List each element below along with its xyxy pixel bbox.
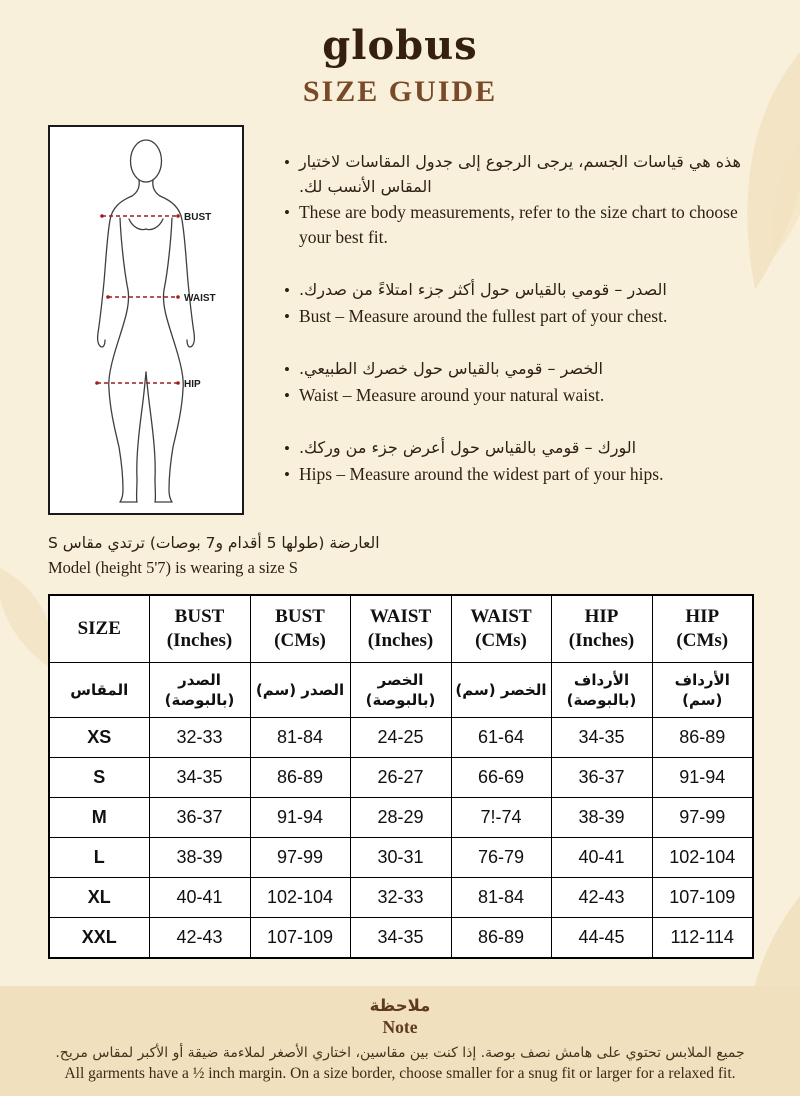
size-cell: XL	[49, 878, 149, 918]
table-header-english	[49, 595, 753, 662]
table-row	[49, 798, 753, 838]
column-header-waist-inches: WAIST (Inches)	[350, 595, 451, 662]
column-header-hip-inches-arabic: الأرداف (بالبوصة)	[551, 662, 652, 718]
instruction-group	[284, 436, 762, 487]
column-header-waist-inches-arabic: الخصر (بالبوصة)	[350, 662, 451, 718]
bullet-icon: •	[284, 439, 290, 459]
measurement-cell: 42-43	[149, 918, 250, 958]
measurement-cell: 38-39	[149, 838, 250, 878]
model-note-arabic: العارضة (طولها 5 أقدام و7 بوصات) ترتدي مقاس S	[48, 534, 380, 552]
measurement-cell: 107-109	[250, 918, 350, 958]
brand-logo: globus	[322, 22, 478, 69]
table-row	[49, 878, 753, 918]
bullet-icon: •	[284, 360, 290, 380]
column-header-hip-inches: HIP (Inches)	[551, 595, 652, 662]
size-chart-table	[48, 594, 754, 959]
model-note-english: Model (height 5'7) is wearing a size S	[48, 558, 298, 578]
instruction-text-arabic: الورك – قومي بالقياس حول أعرض جزء من وركك.	[298, 438, 637, 458]
measurement-cell: 30-31	[350, 838, 451, 878]
bullet-icon: •	[284, 202, 290, 222]
column-header-bust-cms-arabic: الصدر (سم)	[250, 662, 350, 718]
measurement-cell: 102-104	[250, 878, 350, 918]
instructions-list	[284, 150, 762, 515]
measurement-cell: 86-89	[652, 718, 753, 758]
table-header-arabic	[49, 662, 753, 718]
size-cell: S	[49, 758, 149, 798]
measurement-cell: 36-37	[551, 758, 652, 798]
measurement-cell: 34-35	[350, 918, 451, 958]
column-header-bust-inches: BUST (Inches)	[149, 595, 250, 662]
figure-panel	[48, 125, 244, 515]
table-row	[49, 918, 753, 958]
measurement-cell: 66-69	[451, 758, 551, 798]
measurement-cell: 86-89	[250, 758, 350, 798]
measurement-cell: 81-84	[250, 718, 350, 758]
table-row	[49, 838, 753, 878]
measurement-cell: 40-41	[551, 838, 652, 878]
instruction-text-english: Hips – Measure around the widest part of your hips.	[298, 463, 664, 484]
bust-label: BUST	[184, 212, 212, 223]
measurement-cell: 38-39	[551, 798, 652, 838]
instruction-text-english: These are body measurements, refer to the size chart to choose your best fit.	[298, 201, 738, 247]
note-body-english: All garments have a ½ inch margin. On a size border, choose smaller for a snug fit or larger for a relaxed fit.	[64, 1065, 736, 1082]
size-cell: L	[49, 838, 149, 878]
measurement-cell: 102-104	[652, 838, 753, 878]
note-body-arabic: جميع الملابس تحتوي على هامش نصف بوصة. إذا كنت بين مقاسين، اختاري الأصغر لملاءمة ضيقة أو الأكبر لمقاس مريح.	[55, 1045, 745, 1061]
column-header-hip-cms: HIP (CMs)	[652, 595, 753, 662]
hip-label: HIP	[184, 379, 201, 390]
note-section	[0, 986, 800, 1096]
size-cell: M	[49, 798, 149, 838]
table-row	[49, 718, 753, 758]
measurement-cell: 34-35	[149, 758, 250, 798]
size-cell: XS	[49, 718, 149, 758]
note-title-english: Note	[382, 1017, 418, 1037]
measurement-cell: 32-33	[149, 718, 250, 758]
instruction-text-arabic: هذه هي قياسات الجسم، يرجى الرجوع إلى جدول المقاسات لاختيار المقاس الأنسب لك.	[298, 152, 741, 196]
measurement-cell: 24-25	[350, 718, 451, 758]
column-header-size-arabic: المقاس	[49, 662, 149, 718]
column-header-bust-cms: BUST (CMs)	[250, 595, 350, 662]
measurement-cell: 36-37	[149, 798, 250, 838]
measurement-cell: 107-109	[652, 878, 753, 918]
measurement-cell: 32-33	[350, 878, 451, 918]
measurement-cell: 7!-74	[451, 798, 551, 838]
measurement-cell: 26-27	[350, 758, 451, 798]
note-title-arabic: ملاحظة	[369, 996, 431, 1015]
body-measurement-diagram	[50, 127, 242, 513]
measurement-cell: 28-29	[350, 798, 451, 838]
bullet-icon: •	[284, 153, 290, 172]
measurement-cell: 97-99	[652, 798, 753, 838]
bullet-icon: •	[284, 306, 290, 326]
measurement-cell: 97-99	[250, 838, 350, 878]
measurement-cell: 91-94	[652, 758, 753, 798]
waist-label: WAIST	[184, 293, 216, 304]
measurement-cell: 112-114	[652, 918, 753, 958]
instruction-text-english: Bust – Measure around the fullest part of your chest.	[298, 305, 668, 326]
instruction-group	[284, 150, 762, 250]
measurement-cell: 61-64	[451, 718, 551, 758]
instruction-text-english: Waist – Measure around your natural waist.	[298, 384, 605, 405]
measurement-cell: 76-79	[451, 838, 551, 878]
measurement-cell: 86-89	[451, 918, 551, 958]
measurement-cell: 91-94	[250, 798, 350, 838]
instruction-group	[284, 357, 762, 408]
column-header-hip-cms-arabic: الأرداف (سم)	[652, 662, 753, 718]
column-header-waist-cms-arabic: الخصر (سم)	[451, 662, 551, 718]
measurement-cell: 44-45	[551, 918, 652, 958]
page-header	[0, 0, 800, 109]
column-header-waist-cms: WAIST (CMs)	[451, 595, 551, 662]
bullet-icon: •	[284, 385, 290, 405]
measurement-cell: 40-41	[149, 878, 250, 918]
page-title: SIZE GUIDE	[302, 75, 498, 108]
bullet-icon: •	[284, 464, 290, 484]
column-header-size: SIZE	[49, 595, 149, 662]
instruction-group	[284, 278, 762, 329]
model-size-note	[48, 531, 380, 580]
instruction-text-arabic: الصدر – قومي بالقياس حول أكثر جزء امتلاءً من صدرك.	[298, 280, 667, 300]
bullet-icon: •	[284, 281, 290, 301]
measurement-cell: 42-43	[551, 878, 652, 918]
size-cell: XXL	[49, 918, 149, 958]
measurement-cell: 81-84	[451, 878, 551, 918]
table-row	[49, 758, 753, 798]
measurement-cell: 34-35	[551, 718, 652, 758]
instruction-text-arabic: الخصر – قومي بالقياس حول خصرك الطبيعي.	[298, 359, 603, 379]
column-header-bust-inches-arabic: الصدر (بالبوصة)	[149, 662, 250, 718]
